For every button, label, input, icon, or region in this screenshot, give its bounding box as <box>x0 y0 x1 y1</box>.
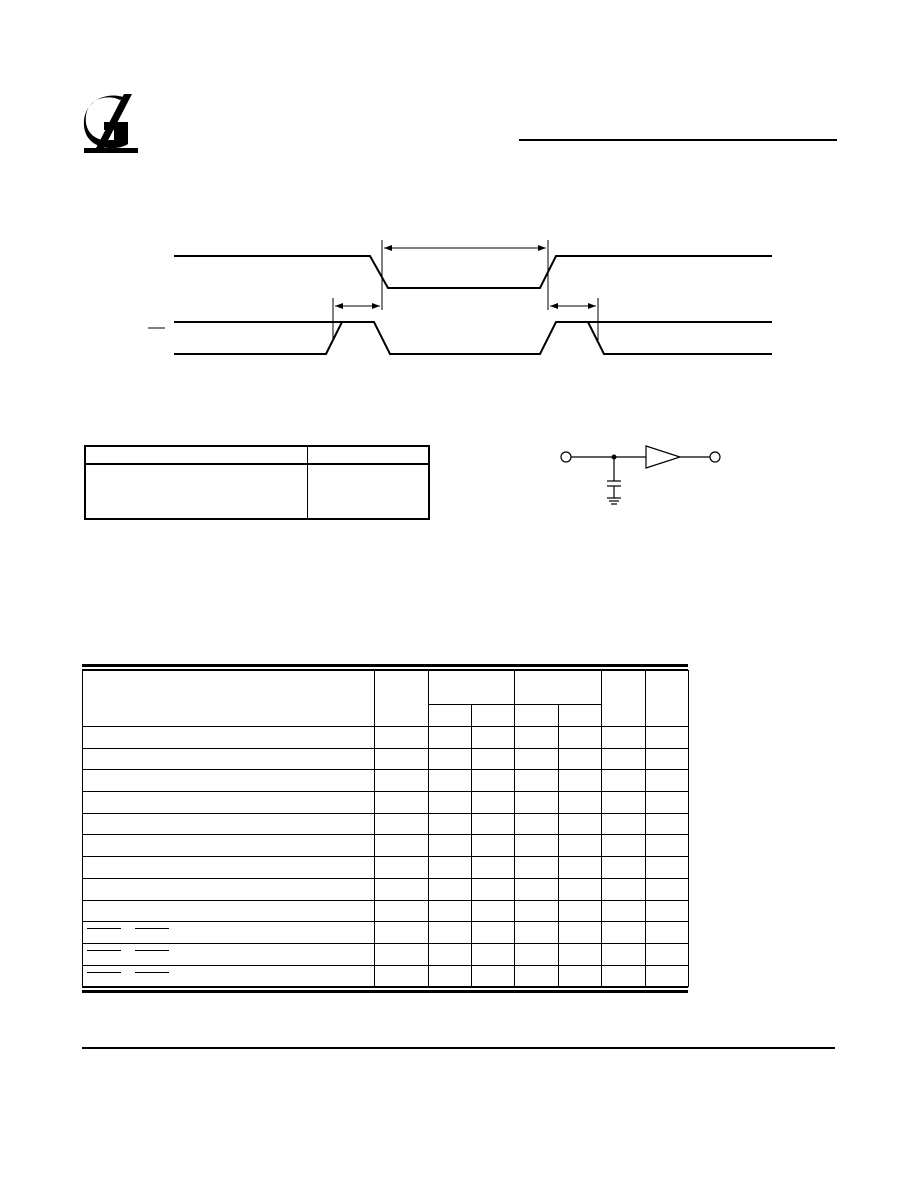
value-cell <box>375 900 429 922</box>
table-row <box>83 727 689 749</box>
header-rule <box>519 139 837 141</box>
value-cell <box>375 922 429 944</box>
value-cell <box>472 770 515 792</box>
load-circuit-diagram <box>555 440 725 510</box>
parameter-cell <box>83 727 375 749</box>
value-cell <box>602 922 646 944</box>
small-table-header-cell <box>307 446 429 464</box>
value-cell <box>602 727 646 749</box>
value-cell <box>429 943 472 965</box>
parameter-cell <box>83 965 375 987</box>
value-cell <box>515 857 559 879</box>
header-group-2 <box>515 671 602 705</box>
value-cell <box>602 900 646 922</box>
value-cell <box>559 727 602 749</box>
value-cell <box>472 727 515 749</box>
value-cell <box>375 857 429 879</box>
overbar-mark <box>87 928 121 929</box>
table-bottom-rule <box>82 990 688 993</box>
input-terminal <box>561 452 571 462</box>
overbar-mark <box>135 950 169 951</box>
value-cell <box>602 813 646 835</box>
value-cell <box>472 965 515 987</box>
value-cell <box>375 727 429 749</box>
parameter-cell <box>83 857 375 879</box>
small-table-header-row <box>85 446 429 464</box>
subheader-cell <box>559 705 602 727</box>
overbar-mark <box>87 950 121 951</box>
value-cell <box>515 835 559 857</box>
value-cell <box>515 965 559 987</box>
value-cell <box>559 813 602 835</box>
small-table-row <box>85 464 429 519</box>
value-cell <box>472 835 515 857</box>
value-cell <box>646 835 689 857</box>
value-cell <box>559 922 602 944</box>
value-cell <box>515 727 559 749</box>
value-cell <box>515 943 559 965</box>
overbar-mark <box>87 972 121 973</box>
value-cell <box>602 770 646 792</box>
value-cell <box>602 792 646 814</box>
table-row <box>83 878 689 900</box>
value-cell <box>515 748 559 770</box>
value-cell <box>429 770 472 792</box>
value-cell <box>559 748 602 770</box>
value-cell <box>646 748 689 770</box>
value-cell <box>559 792 602 814</box>
value-cell <box>472 900 515 922</box>
value-cell <box>429 813 472 835</box>
waveform-2-high <box>174 322 772 354</box>
value-cell <box>602 943 646 965</box>
value-cell <box>429 727 472 749</box>
value-cell <box>646 727 689 749</box>
value-cell <box>429 835 472 857</box>
value-cell <box>472 943 515 965</box>
table-row <box>83 813 689 835</box>
parameter-cell <box>83 878 375 900</box>
table-header-row <box>83 671 689 705</box>
value-cell <box>559 835 602 857</box>
small-table <box>84 445 430 520</box>
value-cell <box>472 792 515 814</box>
value-cell <box>559 943 602 965</box>
value-cell <box>375 770 429 792</box>
parameter-cell <box>83 943 375 965</box>
buffer-symbol <box>646 446 680 468</box>
small-table-header-cell <box>85 446 307 464</box>
value-cell <box>375 835 429 857</box>
value-cell <box>472 878 515 900</box>
overbar-mark <box>135 972 169 973</box>
small-table-cell <box>307 464 429 519</box>
value-cell <box>559 770 602 792</box>
arrowheads <box>335 245 596 309</box>
value-cell <box>559 965 602 987</box>
value-cell <box>472 813 515 835</box>
value-cell <box>602 857 646 879</box>
value-cell <box>375 792 429 814</box>
parameter-cell <box>83 770 375 792</box>
subheader-cell <box>472 705 515 727</box>
parameter-cell <box>83 900 375 922</box>
output-terminal <box>710 452 720 462</box>
header-col-7 <box>602 671 646 727</box>
value-cell <box>375 748 429 770</box>
timing-diagram <box>0 225 918 375</box>
value-cell <box>646 965 689 987</box>
waveform-1 <box>174 256 772 288</box>
value-cell <box>429 792 472 814</box>
value-cell <box>602 835 646 857</box>
parameter-cell <box>83 748 375 770</box>
parameter-cell <box>83 922 375 944</box>
table-bottom-rule-thin <box>82 987 688 988</box>
junction-dot <box>612 455 617 460</box>
header-col-8 <box>646 671 689 727</box>
value-cell <box>472 748 515 770</box>
value-cell <box>559 857 602 879</box>
footer-rule <box>82 1047 835 1049</box>
value-cell <box>429 857 472 879</box>
value-cell <box>646 943 689 965</box>
value-cell <box>602 748 646 770</box>
header-group-1 <box>429 671 515 705</box>
parameter-cell <box>83 813 375 835</box>
value-cell <box>646 813 689 835</box>
table-row <box>83 922 689 944</box>
value-cell <box>375 813 429 835</box>
value-cell <box>646 857 689 879</box>
subheader-cell <box>429 705 472 727</box>
value-cell <box>429 748 472 770</box>
header-symbol <box>375 671 429 727</box>
table-row <box>83 770 689 792</box>
table-row <box>83 943 689 965</box>
value-cell <box>515 900 559 922</box>
characteristics-table <box>82 670 689 987</box>
value-cell <box>429 900 472 922</box>
value-cell <box>646 770 689 792</box>
value-cell <box>375 943 429 965</box>
table-row <box>83 792 689 814</box>
value-cell <box>429 922 472 944</box>
parameter-cell <box>83 792 375 814</box>
value-cell <box>602 878 646 900</box>
value-cell <box>646 878 689 900</box>
company-logo <box>80 92 142 156</box>
table-row <box>83 900 689 922</box>
value-cell <box>515 770 559 792</box>
value-cell <box>515 922 559 944</box>
value-cell <box>515 813 559 835</box>
value-cell <box>515 878 559 900</box>
table-body <box>83 727 689 987</box>
overbar-mark <box>135 928 169 929</box>
value-cell <box>472 857 515 879</box>
subheader-cell <box>515 705 559 727</box>
value-cell <box>646 922 689 944</box>
characteristics-table-wrap <box>82 664 688 993</box>
value-cell <box>602 965 646 987</box>
table-top-rule <box>82 664 688 667</box>
value-cell <box>559 900 602 922</box>
value-cell <box>429 878 472 900</box>
table-row <box>83 835 689 857</box>
value-cell <box>559 878 602 900</box>
table-row <box>83 748 689 770</box>
value-cell <box>375 965 429 987</box>
value-cell <box>646 900 689 922</box>
header-parameter <box>83 671 375 727</box>
value-cell <box>646 792 689 814</box>
parameter-cell <box>83 835 375 857</box>
value-cell <box>429 965 472 987</box>
table-row <box>83 965 689 987</box>
value-cell <box>472 922 515 944</box>
value-cell <box>375 878 429 900</box>
value-cell <box>515 792 559 814</box>
signal-waveforms <box>174 256 772 354</box>
small-table-cell <box>85 464 307 519</box>
table-row <box>83 857 689 879</box>
waveform-2-low <box>174 322 342 354</box>
